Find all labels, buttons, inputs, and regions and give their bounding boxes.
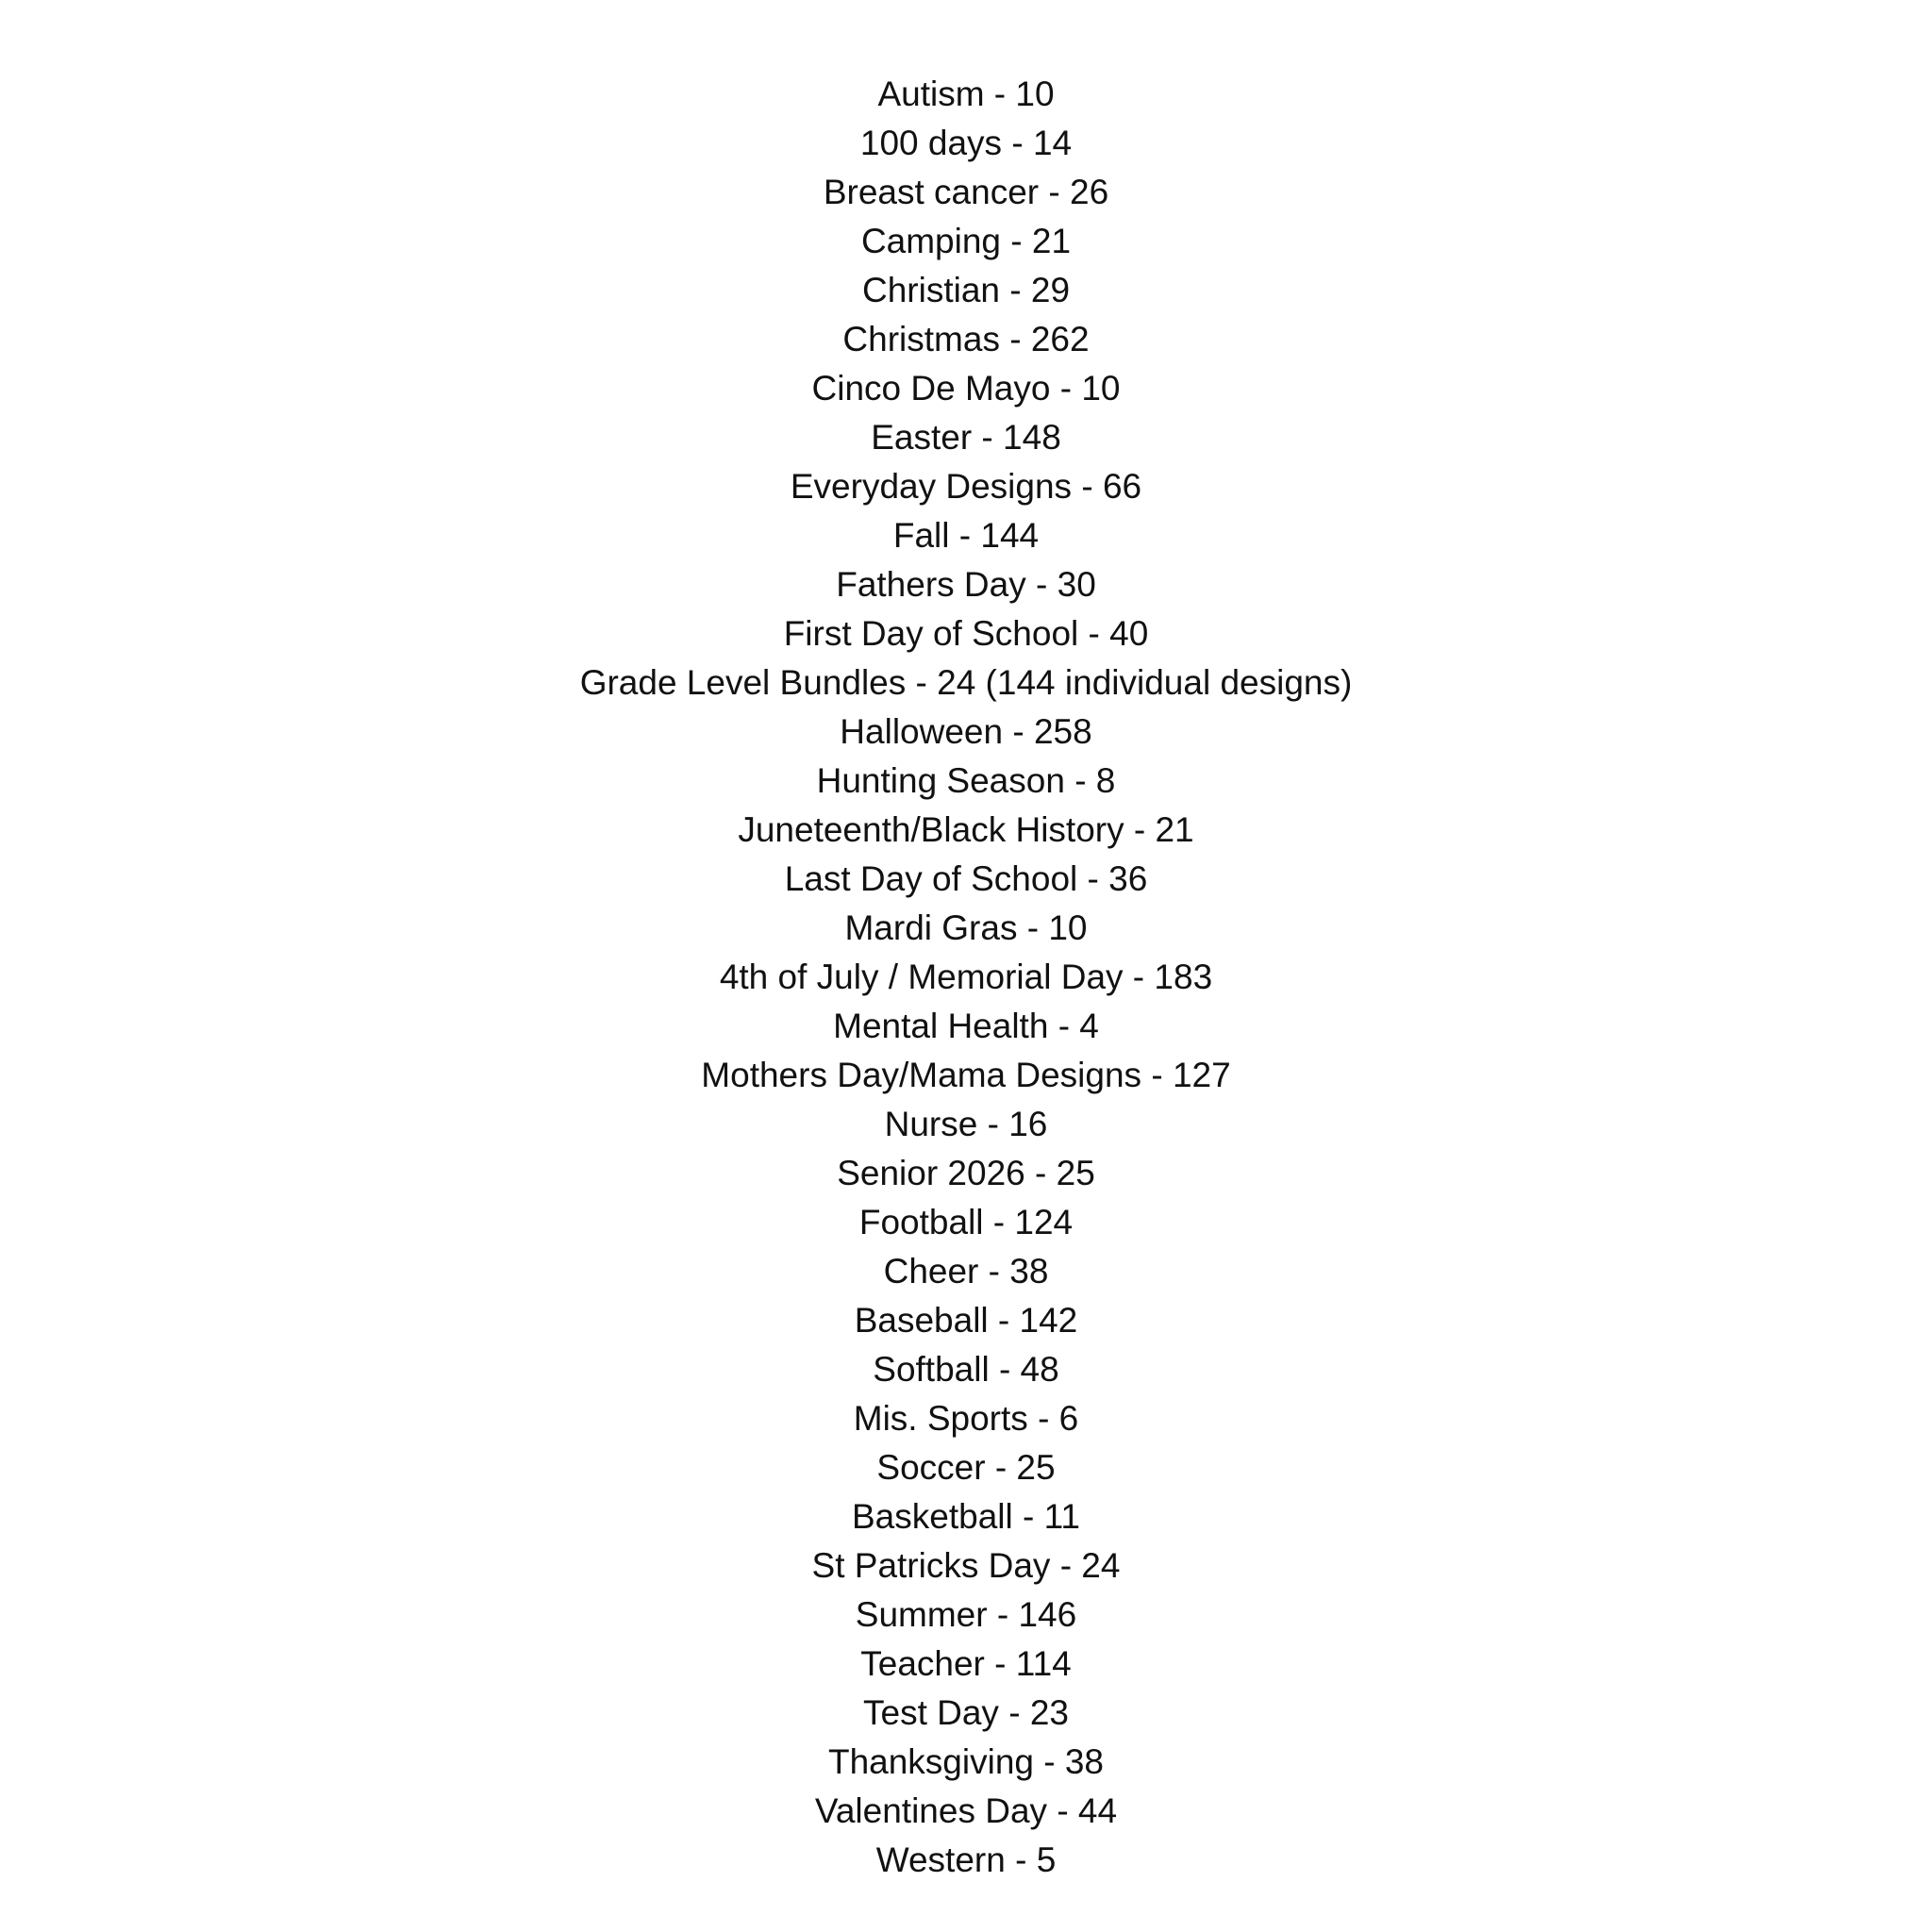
- list-item: Soccer - 25: [876, 1448, 1056, 1487]
- list-item: Mardi Gras - 10: [844, 908, 1088, 947]
- list-item: Baseball - 142: [854, 1301, 1078, 1340]
- list-item: Fall - 144: [892, 516, 1040, 555]
- list-item: Cheer - 38: [883, 1252, 1049, 1291]
- list-item: Mental Health - 4: [833, 1007, 1099, 1045]
- list-item: Camping - 21: [860, 222, 1072, 260]
- list-item: Mothers Day/Mama Designs - 127: [701, 1056, 1231, 1094]
- list-item: Valentines Day - 44: [814, 1791, 1118, 1830]
- list-item: St Patricks Day - 24: [811, 1546, 1121, 1585]
- list-item: Hunting Season - 8: [816, 761, 1116, 800]
- list-item: Halloween - 258: [840, 712, 1092, 751]
- list-item: Christmas - 262: [842, 320, 1090, 358]
- list-item: Mis. Sports - 6: [853, 1399, 1079, 1438]
- list-item: Cinco De Mayo - 10: [811, 369, 1121, 408]
- list-item: 100 days - 14: [859, 124, 1073, 162]
- list-item: Teacher - 114: [860, 1644, 1072, 1683]
- list-item: Nurse - 16: [884, 1105, 1048, 1143]
- list-item: Grade Level Bundles - 24 (144 individual designs): [579, 663, 1353, 702]
- list-item: 4th of July / Memorial Day - 183: [719, 958, 1213, 996]
- list-item: Easter - 148: [871, 418, 1061, 457]
- list-item: First Day of School - 40: [783, 614, 1149, 653]
- list-item: Christian - 29: [861, 271, 1071, 309]
- list-item: Western - 5: [875, 1840, 1057, 1879]
- list-item: Basketball - 11: [852, 1497, 1080, 1536]
- list-item: Test Day - 23: [863, 1693, 1069, 1732]
- list-item: Autism - 10: [877, 75, 1055, 113]
- list-item: Fathers Day - 30: [836, 565, 1096, 604]
- list-item: Senior 2026 - 25: [837, 1154, 1095, 1192]
- list-item: Juneteenth/Black History - 21: [738, 810, 1194, 849]
- category-count-list: [0, 70, 1932, 1885]
- list-item: Thanksgiving - 38: [827, 1742, 1105, 1781]
- list-item: Last Day of School - 36: [784, 859, 1148, 898]
- list-item: Everyday Designs - 66: [790, 467, 1142, 506]
- list-item: Softball - 48: [873, 1350, 1059, 1389]
- list-item: Football - 124: [858, 1203, 1074, 1241]
- list-item: Summer - 146: [855, 1595, 1077, 1634]
- list-item: Breast cancer - 26: [823, 173, 1109, 211]
